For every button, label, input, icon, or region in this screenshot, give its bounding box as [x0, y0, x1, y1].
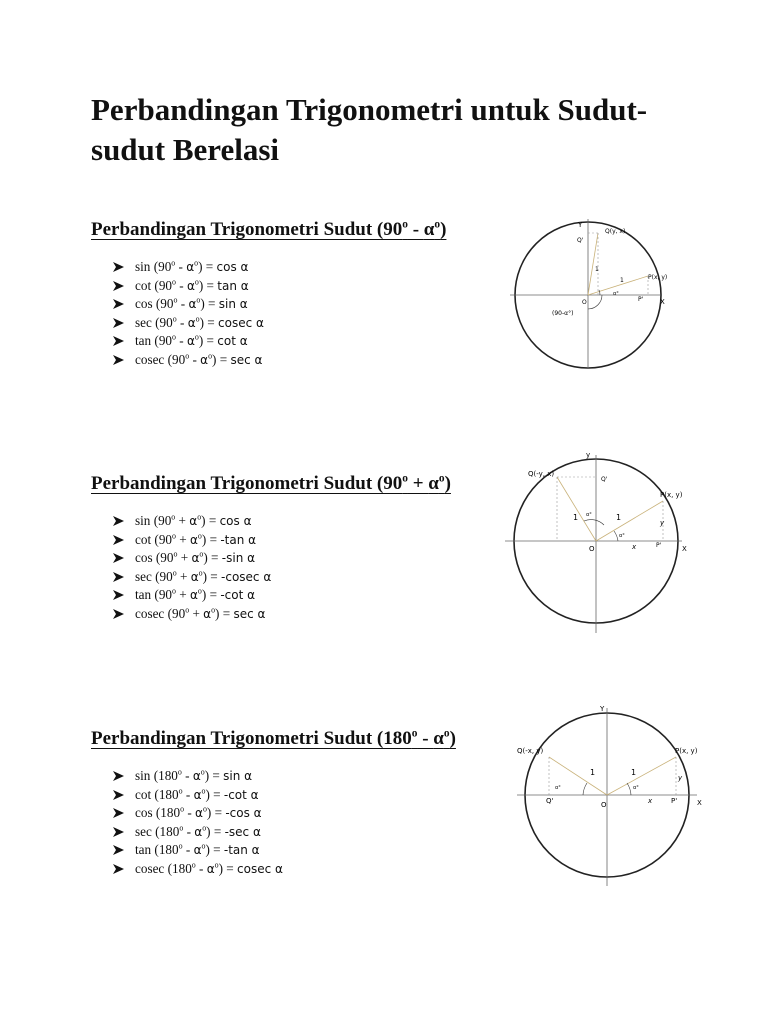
- identity-list: [113, 258, 511, 370]
- alpha-label: α°: [613, 291, 619, 297]
- y-length-label: y: [678, 774, 683, 782]
- alpha-label: α°: [633, 785, 639, 791]
- list-item: $\sin (180^o - \alpha^o) = \sin \alpha$: [113, 767, 511, 786]
- radius-label: 1: [595, 266, 599, 273]
- list-item: cosec $(90^o - \alpha^o) = \sec \alpha$: [113, 351, 511, 370]
- unit-circle-diagram-90-minus: [500, 215, 680, 375]
- page-title: Perbandingan Trigonometri untuk Sudut-sudut Berelasi: [91, 92, 648, 167]
- radius-label: 1: [631, 768, 637, 777]
- point-p-label: P(x, y): [675, 747, 698, 755]
- y-axis-label: Y: [578, 221, 583, 229]
- arrow-bullet-icon: [113, 318, 124, 328]
- list-item: $\cot (90^o + \alpha^o) = -\tan$ α: [113, 531, 511, 550]
- angle-label: (90-α°): [552, 310, 574, 317]
- p-prime-label: P': [656, 542, 662, 549]
- x-axis-label: X: [660, 298, 665, 306]
- list-item: $\cot (180^o - \alpha^o) = -\cot$ α: [113, 786, 511, 805]
- point-q-label: Q(-y, x): [528, 470, 555, 478]
- arrow-bullet-icon: [113, 864, 124, 874]
- q-prime-label: Q': [601, 476, 608, 483]
- radius-label: 1: [620, 277, 624, 284]
- p-prime-label: P': [671, 797, 678, 805]
- list-item: cosec $(180^o - \alpha^o) = cosec$ α: [113, 860, 511, 879]
- list-item: $\sec (180^o - \alpha^o) = -\sec$ α: [113, 823, 511, 842]
- x-axis-label: X: [697, 799, 702, 807]
- x-length-label: x: [648, 797, 653, 805]
- origin-label: O: [589, 545, 595, 553]
- arrow-bullet-icon: [113, 609, 124, 619]
- list-item: $\sin (90^o - \alpha^o) = \cos \alpha$: [113, 258, 511, 277]
- arrow-bullet-icon: [113, 553, 124, 563]
- arrow-bullet-icon: [113, 845, 124, 855]
- alpha-label: α°: [619, 533, 625, 539]
- y-axis-label: Y: [600, 705, 605, 713]
- list-item: $\sec (90^o - \alpha^o) = cosec$ α: [113, 314, 511, 333]
- point-q-label: Q(y, x): [605, 228, 626, 235]
- list-item: cosec $(90^o + \alpha^o) = \sec \alpha$: [113, 605, 511, 624]
- radius-label: 1: [590, 768, 596, 777]
- identity-list: [113, 767, 511, 879]
- x-length-label: x: [632, 543, 637, 551]
- arrow-bullet-icon: [113, 771, 124, 781]
- section-90-plus: [91, 472, 511, 624]
- p-prime-label: P': [638, 296, 644, 303]
- arrow-bullet-icon: [113, 590, 124, 600]
- alpha-label: α°: [586, 512, 592, 518]
- list-item: $\tan (90^o + \alpha^o) = -\cot$ α: [113, 586, 511, 605]
- unit-circle-diagram-90-plus: [500, 447, 710, 637]
- section-90-minus: [91, 218, 511, 370]
- arrow-bullet-icon: [113, 535, 124, 545]
- list-item: $\cos (90^o + \alpha^o) = -\sin$ α: [113, 549, 511, 568]
- list-item: $\sec (90^o + \alpha^o) = -cosec$ α: [113, 568, 511, 587]
- y-axis-label: y: [586, 451, 591, 459]
- alpha-label: α°: [555, 785, 561, 791]
- arrow-bullet-icon: [113, 516, 124, 526]
- arrow-bullet-icon: [113, 572, 124, 582]
- list-item: $\tan (90^o - \alpha^o) = \cot \alpha$: [113, 332, 511, 351]
- point-p-label: P(x, y): [648, 274, 668, 281]
- arrow-bullet-icon: [113, 262, 124, 272]
- section-180-minus: [91, 727, 511, 879]
- x-axis-label: X: [682, 545, 687, 553]
- unit-circle-diagram-180-minus: [512, 700, 712, 890]
- section-heading: Perbandingan Trigonometri Sudut $(90^o + \alpha^o)$: [91, 472, 451, 494]
- origin-label: O: [582, 299, 587, 306]
- arrow-bullet-icon: [113, 808, 124, 818]
- y-length-label: y: [660, 519, 665, 527]
- list-item: $\tan (180^o - \alpha^o) = -\tan$ α: [113, 841, 511, 860]
- origin-label: O: [601, 801, 607, 809]
- arrow-bullet-icon: [113, 355, 124, 365]
- list-item: $\cos (90^o - \alpha^o) = \sin \alpha$: [113, 295, 511, 314]
- list-item: $\cot (90^o - \alpha^o) = \tan \alpha$: [113, 277, 511, 296]
- point-q-label: Q(-x, y): [517, 747, 544, 755]
- arrow-bullet-icon: [113, 790, 124, 800]
- section-heading: Perbandingan Trigonometri Sudut $(180^o - \alpha^o)$: [91, 727, 456, 749]
- arrow-bullet-icon: [113, 299, 124, 309]
- arrow-bullet-icon: [113, 281, 124, 291]
- list-item: $\cos (180^o - \alpha^o) = -\cos$ α: [113, 804, 511, 823]
- arrow-bullet-icon: [113, 827, 124, 837]
- radius-label: 1: [616, 513, 622, 522]
- point-p-label: P(x, y): [660, 491, 683, 499]
- radius-label: 1: [573, 513, 579, 522]
- arrow-bullet-icon: [113, 336, 124, 346]
- section-heading: Perbandingan Trigonometri Sudut $(90^o - \alpha^o)$: [91, 218, 447, 240]
- q-prime-label: Q': [577, 237, 584, 244]
- list-item: $\sin (90^o + \alpha^o) = \cos \alpha$: [113, 512, 511, 531]
- q-prime-label: Q': [546, 797, 554, 805]
- identity-list: [113, 512, 511, 624]
